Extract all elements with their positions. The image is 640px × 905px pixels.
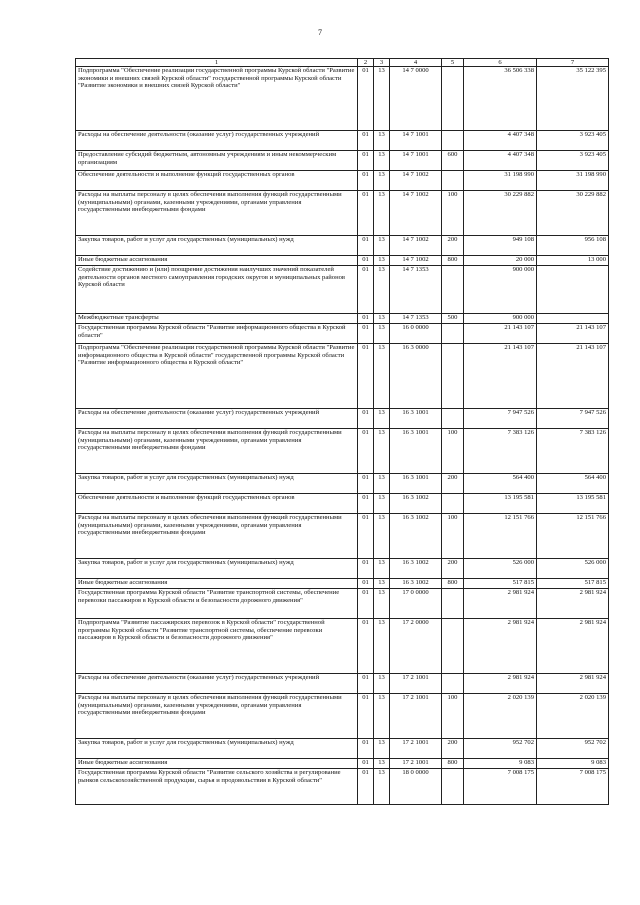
table-cell-name: Расходы на выплаты персоналу в целях обеспечения выполнения функций государственными (муниципальными) органами, казенными учреждениями, органами управления государственными внебюджетными фондами xyxy=(76,429,358,474)
table-cell-section: 01 xyxy=(358,694,374,739)
table-cell-section: 01 xyxy=(358,409,374,429)
table-cell-target-article: 16 3 1002 xyxy=(390,514,442,559)
table-cell-section: 01 xyxy=(358,559,374,579)
table-cell-subsection: 13 xyxy=(374,256,390,266)
table-cell-subsection: 13 xyxy=(374,67,390,131)
table-cell-expense-type xyxy=(442,171,464,191)
table-cell-name: Подпрограмма "Обеспечение реализации государственной программы Курской области "Развитие информационного общества в Курской области" государственной программы Курской области "Развитие информационного общества в Курской области" xyxy=(76,344,358,409)
table-cell-amount-year1: 4 407 348 xyxy=(464,131,537,151)
table-cell-expense-type: 200 xyxy=(442,474,464,494)
table-cell-subsection: 13 xyxy=(374,739,390,759)
column-header: 4 xyxy=(390,59,442,67)
table-cell-amount-year1: 7 947 526 xyxy=(464,409,537,429)
table-cell-amount-year1: 2 981 924 xyxy=(464,674,537,694)
table-cell-target-article: 14 7 1002 xyxy=(390,171,442,191)
column-header: 7 xyxy=(537,59,609,67)
table-cell-name: Закупка товаров, работ и услуг для государственных (муниципальных) нужд xyxy=(76,474,358,494)
table-row xyxy=(76,674,609,694)
table-cell-name: Обеспечение деятельности и выполнение функций государственных органов xyxy=(76,494,358,514)
table-cell-amount-year2 xyxy=(537,266,609,314)
table-cell-subsection: 13 xyxy=(374,236,390,256)
table-cell-target-article: 14 7 1002 xyxy=(390,256,442,266)
table-row xyxy=(76,514,609,559)
table-cell-target-article: 16 3 1002 xyxy=(390,579,442,589)
table-cell-name: Государственная программа Курской области "Развитие информационного общества в Курской области" xyxy=(76,324,358,344)
table-cell-amount-year2: 7 008 175 xyxy=(537,769,609,805)
table-cell-amount-year1: 517 815 xyxy=(464,579,537,589)
table-cell-subsection: 13 xyxy=(374,191,390,236)
table-cell-amount-year2: 3 923 405 xyxy=(537,131,609,151)
table-cell-amount-year1: 36 506 338 xyxy=(464,67,537,131)
table-row xyxy=(76,171,609,191)
table-cell-amount-year2: 517 815 xyxy=(537,579,609,589)
table-cell-target-article: 18 0 0000 xyxy=(390,769,442,805)
table-row xyxy=(76,739,609,759)
table-cell-expense-type: 100 xyxy=(442,429,464,474)
table-cell-amount-year2: 3 923 405 xyxy=(537,151,609,171)
table-cell-target-article: 14 7 1001 xyxy=(390,151,442,171)
table-cell-expense-type xyxy=(442,674,464,694)
header-row xyxy=(76,59,609,67)
table-cell-section: 01 xyxy=(358,619,374,674)
table-row xyxy=(76,314,609,324)
table-cell-target-article: 17 2 1001 xyxy=(390,759,442,769)
table-cell-amount-year1: 21 143 107 xyxy=(464,324,537,344)
table-cell-target-article: 17 2 1001 xyxy=(390,739,442,759)
table-cell-subsection: 13 xyxy=(374,151,390,171)
table-cell-name: Закупка товаров, работ и услуг для государственных (муниципальных) нужд xyxy=(76,739,358,759)
table-cell-target-article: 16 3 1002 xyxy=(390,494,442,514)
table-cell-expense-type: 200 xyxy=(442,236,464,256)
table-cell-amount-year2 xyxy=(537,314,609,324)
table-cell-target-article: 14 7 1002 xyxy=(390,236,442,256)
table-cell-amount-year2: 12 151 766 xyxy=(537,514,609,559)
table-cell-amount-year2: 564 400 xyxy=(537,474,609,494)
table-cell-target-article: 17 0 0000 xyxy=(390,589,442,619)
table-cell-target-article: 16 0 0000 xyxy=(390,324,442,344)
table-cell-target-article: 16 3 1001 xyxy=(390,474,442,494)
table-cell-amount-year2: 21 143 107 xyxy=(537,324,609,344)
table-cell-amount-year2: 526 000 xyxy=(537,559,609,579)
table-cell-subsection: 13 xyxy=(374,171,390,191)
column-header: 3 xyxy=(374,59,390,67)
table-cell-name: Иные бюджетные ассигнования xyxy=(76,256,358,266)
table-cell-amount-year1: 2 020 139 xyxy=(464,694,537,739)
table-cell-subsection: 13 xyxy=(374,579,390,589)
table-cell-amount-year1: 526 000 xyxy=(464,559,537,579)
table-cell-amount-year2: 13 195 581 xyxy=(537,494,609,514)
table-cell-section: 01 xyxy=(358,171,374,191)
table-cell-expense-type xyxy=(442,131,464,151)
table-cell-name: Подпрограмма "Развитие пассажирских перевозок в Курской области" государственной программы Курской области "Развитие транспортной системы, обеспечение перевозки пассажиров в Курской области и безопасности дорожного движения" xyxy=(76,619,358,674)
table-row xyxy=(76,559,609,579)
table-cell-name: Расходы на выплаты персоналу в целях обеспечения выполнения функций государственными (муниципальными) органами, казенными учреждениями, органами управления государственными внебюджетными фондами xyxy=(76,514,358,559)
table-row xyxy=(76,694,609,739)
table-cell-subsection: 13 xyxy=(374,694,390,739)
table-cell-target-article: 17 2 1001 xyxy=(390,694,442,739)
table-cell-expense-type: 500 xyxy=(442,314,464,324)
table-cell-section: 01 xyxy=(358,236,374,256)
table-cell-section: 01 xyxy=(358,759,374,769)
table-cell-expense-type xyxy=(442,266,464,314)
table-cell-target-article: 16 3 0000 xyxy=(390,344,442,409)
table-cell-name: Предоставление субсидий бюджетным, автономным учреждениям и иным некоммерческим организациям xyxy=(76,151,358,171)
table-cell-target-article: 14 7 0000 xyxy=(390,67,442,131)
table-cell-expense-type xyxy=(442,324,464,344)
table-cell-amount-year2: 31 198 990 xyxy=(537,171,609,191)
table-cell-section: 01 xyxy=(358,256,374,266)
table-cell-amount-year2: 7 947 526 xyxy=(537,409,609,429)
table-cell-subsection: 13 xyxy=(374,324,390,344)
table-cell-name: Расходы на обеспечение деятельности (оказание услуг) государственных учреждений xyxy=(76,131,358,151)
table-row xyxy=(76,589,609,619)
table-cell-subsection: 13 xyxy=(374,619,390,674)
table-cell-amount-year1: 13 195 581 xyxy=(464,494,537,514)
table-cell-amount-year2: 956 108 xyxy=(537,236,609,256)
table-cell-section: 01 xyxy=(358,67,374,131)
table-cell-name: Иные бюджетные ассигнования xyxy=(76,579,358,589)
table-cell-target-article: 17 2 1001 xyxy=(390,674,442,694)
table-cell-expense-type xyxy=(442,619,464,674)
table-cell-expense-type xyxy=(442,589,464,619)
table-cell-section: 01 xyxy=(358,494,374,514)
table-cell-target-article: 14 7 1002 xyxy=(390,191,442,236)
table-cell-name: Межбюджетные трансферты xyxy=(76,314,358,324)
table-row xyxy=(76,494,609,514)
table-cell-expense-type: 100 xyxy=(442,694,464,739)
table-cell-section: 01 xyxy=(358,474,374,494)
table-cell-subsection: 13 xyxy=(374,559,390,579)
table-cell-amount-year1: 949 108 xyxy=(464,236,537,256)
table-cell-name: Закупка товаров, работ и услуг для государственных (муниципальных) нужд xyxy=(76,559,358,579)
budget-table-container xyxy=(75,58,608,805)
table-cell-name: Иные бюджетные ассигнования xyxy=(76,759,358,769)
table-row xyxy=(76,769,609,805)
table-cell-name: Расходы на обеспечение деятельности (оказание услуг) государственных учреждений xyxy=(76,674,358,694)
table-cell-amount-year2: 952 702 xyxy=(537,739,609,759)
table-row xyxy=(76,151,609,171)
table-cell-section: 01 xyxy=(358,579,374,589)
table-cell-expense-type xyxy=(442,769,464,805)
table-cell-target-article: 14 7 1353 xyxy=(390,314,442,324)
table-row xyxy=(76,429,609,474)
table-cell-name: Содействие достижению и (или) поощрение достижения наилучших значений показателей деятельности органов местного самоуправления городских округов и муниципальных районов Курской области xyxy=(76,266,358,314)
table-cell-amount-year1: 12 151 766 xyxy=(464,514,537,559)
table-cell-amount-year2: 21 143 107 xyxy=(537,344,609,409)
table-cell-target-article: 17 2 0000 xyxy=(390,619,442,674)
column-header: 6 xyxy=(464,59,537,67)
table-cell-amount-year1: 952 702 xyxy=(464,739,537,759)
column-header: 2 xyxy=(358,59,374,67)
table-cell-subsection: 13 xyxy=(374,589,390,619)
table-cell-amount-year2: 35 122 395 xyxy=(537,67,609,131)
table-cell-expense-type: 800 xyxy=(442,759,464,769)
table-cell-subsection: 13 xyxy=(374,514,390,559)
table-cell-name: Расходы на выплаты персоналу в целях обеспечения выполнения функций государственными (муниципальными) органами, казенными учреждениями, органами управления государственными внебюджетными фондами xyxy=(76,191,358,236)
table-row xyxy=(76,619,609,674)
table-cell-subsection: 13 xyxy=(374,474,390,494)
table-row xyxy=(76,266,609,314)
table-cell-subsection: 13 xyxy=(374,674,390,694)
table-cell-amount-year1: 31 198 990 xyxy=(464,171,537,191)
table-cell-amount-year1: 2 981 924 xyxy=(464,619,537,674)
table-row xyxy=(76,67,609,131)
table-cell-amount-year1: 7 008 175 xyxy=(464,769,537,805)
table-cell-name: Обеспечение деятельности и выполнение функций государственных органов xyxy=(76,171,358,191)
table-cell-subsection: 13 xyxy=(374,131,390,151)
table-cell-amount-year1: 30 229 882 xyxy=(464,191,537,236)
table-cell-section: 01 xyxy=(358,151,374,171)
column-header: 1 xyxy=(76,59,358,67)
table-cell-section: 01 xyxy=(358,739,374,759)
table-cell-expense-type: 600 xyxy=(442,151,464,171)
table-cell-section: 01 xyxy=(358,429,374,474)
table-cell-subsection: 13 xyxy=(374,759,390,769)
table-cell-subsection: 13 xyxy=(374,429,390,474)
table-cell-name: Закупка товаров, работ и услуг для государственных (муниципальных) нужд xyxy=(76,236,358,256)
table-cell-name: Расходы на выплаты персоналу в целях обеспечения выполнения функций государственными (муниципальными) органами, казенными учреждениями, органами управления государственными внебюджетными фондами xyxy=(76,694,358,739)
table-cell-section: 01 xyxy=(358,266,374,314)
table-cell-amount-year1: 7 383 126 xyxy=(464,429,537,474)
table-cell-subsection: 13 xyxy=(374,344,390,409)
table-cell-amount-year2: 13 000 xyxy=(537,256,609,266)
table-cell-expense-type xyxy=(442,409,464,429)
page-number: 7 xyxy=(318,28,322,37)
table-cell-expense-type: 100 xyxy=(442,191,464,236)
table-cell-subsection: 13 xyxy=(374,409,390,429)
table-cell-amount-year2: 7 383 126 xyxy=(537,429,609,474)
table-cell-amount-year1: 900 000 xyxy=(464,314,537,324)
budget-table xyxy=(75,58,609,805)
table-cell-section: 01 xyxy=(358,674,374,694)
table-cell-amount-year1: 20 000 xyxy=(464,256,537,266)
table-cell-subsection: 13 xyxy=(374,769,390,805)
table-cell-amount-year1: 4 407 348 xyxy=(464,151,537,171)
table-row xyxy=(76,409,609,429)
table-row xyxy=(76,474,609,494)
table-cell-name: Подпрограмма "Обеспечение реализации государственной программы Курской области "Развитие экономики и внешних связей Курской области" государственной программы Курской области "Развитие экономики и внешних связей Курской области" xyxy=(76,67,358,131)
table-row xyxy=(76,256,609,266)
table-cell-amount-year1: 21 143 107 xyxy=(464,344,537,409)
table-cell-target-article: 14 7 1001 xyxy=(390,131,442,151)
table-cell-section: 01 xyxy=(358,191,374,236)
table-cell-section: 01 xyxy=(358,314,374,324)
table-cell-name: Государственная программа Курской области "Развитие транспортной системы, обеспечение перевозки пассажиров в Курской области и безопасности дорожного движения" xyxy=(76,589,358,619)
table-cell-amount-year2: 2 981 924 xyxy=(537,619,609,674)
table-row xyxy=(76,324,609,344)
table-cell-amount-year2: 30 229 882 xyxy=(537,191,609,236)
table-cell-name: Государственная программа Курской области "Развитие сельского хозяйства и регулирование рынков сельскохозяйственной продукции, сырья и продовольствия в Курской области" xyxy=(76,769,358,805)
table-cell-amount-year1: 9 083 xyxy=(464,759,537,769)
table-cell-section: 01 xyxy=(358,131,374,151)
table-cell-expense-type: 200 xyxy=(442,739,464,759)
column-header: 5 xyxy=(442,59,464,67)
table-cell-target-article: 16 3 1001 xyxy=(390,429,442,474)
table-row xyxy=(76,191,609,236)
table-cell-subsection: 13 xyxy=(374,314,390,324)
table-cell-target-article: 14 7 1353 xyxy=(390,266,442,314)
table-row xyxy=(76,579,609,589)
table-cell-expense-type xyxy=(442,67,464,131)
table-cell-expense-type: 100 xyxy=(442,514,464,559)
table-cell-amount-year1: 2 981 924 xyxy=(464,589,537,619)
table-cell-target-article: 16 3 1001 xyxy=(390,409,442,429)
table-cell-target-article: 16 3 1002 xyxy=(390,559,442,579)
table-row xyxy=(76,236,609,256)
table-cell-name: Расходы на обеспечение деятельности (оказание услуг) государственных учреждений xyxy=(76,409,358,429)
table-cell-section: 01 xyxy=(358,589,374,619)
table-cell-section: 01 xyxy=(358,514,374,559)
table-cell-expense-type: 200 xyxy=(442,559,464,579)
table-row xyxy=(76,344,609,409)
table-cell-expense-type xyxy=(442,494,464,514)
table-cell-subsection: 13 xyxy=(374,266,390,314)
table-cell-expense-type: 800 xyxy=(442,256,464,266)
table-body xyxy=(76,67,609,805)
table-cell-amount-year2: 2 981 924 xyxy=(537,674,609,694)
table-row xyxy=(76,131,609,151)
table-cell-section: 01 xyxy=(358,344,374,409)
table-cell-amount-year1: 564 400 xyxy=(464,474,537,494)
table-cell-section: 01 xyxy=(358,769,374,805)
table-cell-expense-type xyxy=(442,344,464,409)
table-cell-amount-year2: 9 083 xyxy=(537,759,609,769)
table-cell-expense-type: 800 xyxy=(442,579,464,589)
table-row xyxy=(76,759,609,769)
table-cell-section: 01 xyxy=(358,324,374,344)
table-cell-subsection: 13 xyxy=(374,494,390,514)
table-cell-amount-year2: 2 020 139 xyxy=(537,694,609,739)
table-cell-amount-year1: 900 000 xyxy=(464,266,537,314)
table-cell-amount-year2: 2 981 924 xyxy=(537,589,609,619)
